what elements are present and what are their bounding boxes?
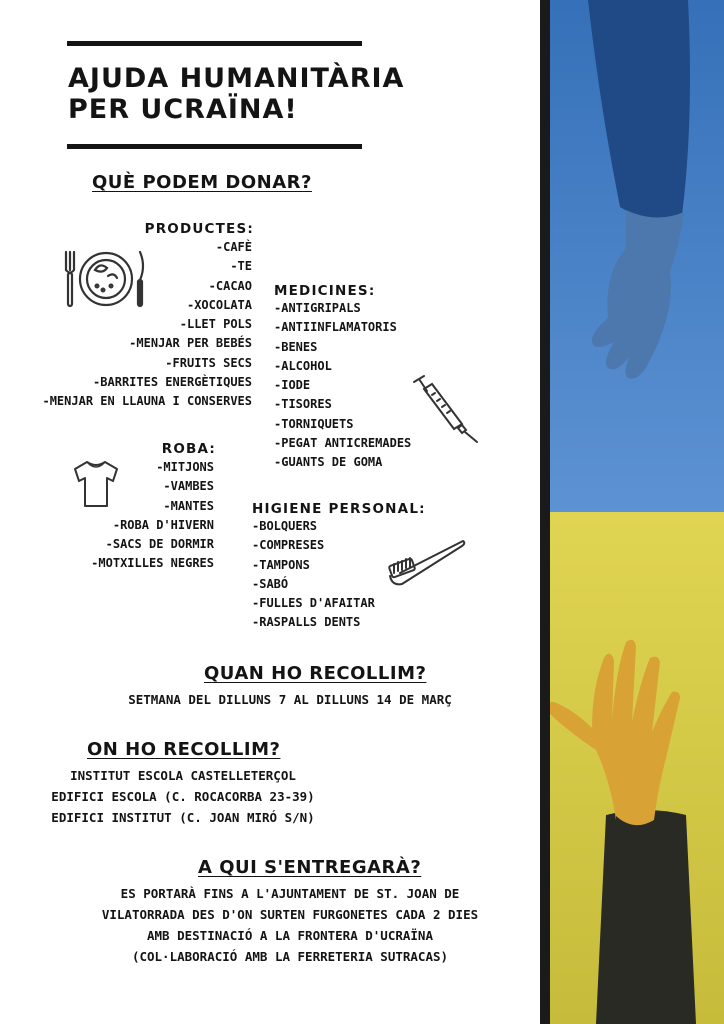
toothbrush-icon (386, 540, 468, 592)
list-item: -BOLQUERS (252, 519, 318, 533)
who-heading-text: A QUI S'ENTREGARÀ? (198, 857, 422, 878)
when-info (40, 689, 540, 710)
flag-photo-panel (540, 0, 724, 1024)
list-item: -CACAO (208, 278, 252, 293)
list-item: -MITJONS (156, 460, 214, 474)
what-heading (92, 172, 312, 193)
list-item: -VAMBES (163, 479, 214, 494)
when-heading (204, 663, 426, 684)
title-line-1: AJUDA HUMANITÀRIA (68, 63, 405, 94)
who-info (60, 883, 520, 967)
where-info (14, 765, 352, 828)
who-heading (198, 857, 421, 878)
top-rule (67, 41, 362, 46)
list-item: -CAFÈ (215, 240, 252, 254)
list-item: -ANTIINFLAMATORIS (274, 320, 397, 335)
list-item: -FULLES D'AFAITAR (252, 596, 375, 611)
who-line: ES PORTARÀ FINS A L'AJUNTAMENT DE ST. JOAN DE (120, 886, 460, 901)
clothes-label: ROBA: (161, 441, 216, 457)
list-item: -MOTXILLES NEGRES (91, 556, 214, 571)
syringe-icon (410, 372, 482, 444)
where-line: EDIFICI INSTITUT (C. JOAN MIRÓ S/N) (51, 810, 315, 825)
list-item: -SACS DE DORMIR (105, 537, 214, 552)
page-title (68, 63, 488, 125)
list-item: -RASPALLS DENTS (252, 615, 361, 630)
list-item: -GUANTS DE GOMA (274, 455, 383, 470)
products-label: PRODUCTES: (144, 221, 254, 237)
list-item: -COMPRESES (252, 538, 325, 553)
medicines-label: MEDICINES: (274, 283, 376, 299)
list-item: -BARRITES ENERGÈTIQUES (93, 375, 252, 390)
lower-sleeve (596, 810, 696, 1024)
when-heading-text: QUAN HO RECOLLIM? (204, 663, 427, 684)
list-item: -IODE (274, 378, 311, 393)
list-item: -FRUITS SECS (165, 355, 252, 370)
list-item: -BENES (274, 339, 318, 354)
list-item: -ROBA D'HIVERN (112, 517, 214, 532)
hygiene-list (252, 517, 375, 633)
bottom-rule (67, 144, 362, 149)
list-item: -TISORES (274, 397, 332, 412)
who-line: (COL·LABORACIÓ AMB LA FERRETERIA SUTRACAS) (131, 949, 449, 964)
list-item: -TE (230, 259, 252, 274)
plate-cutlery-icon (60, 248, 152, 310)
what-heading-text: QUÈ PODEM DONAR? (92, 172, 312, 193)
where-heading (87, 739, 280, 760)
list-item: -MENJAR PER BEBÉS (129, 336, 252, 351)
who-line: VILATORRADA DES D'ON SURTEN FURGONETES CADA 2 DIES (101, 907, 479, 922)
list-item: -ALCOHOL (274, 358, 332, 373)
list-item: -MENJAR EN LLAUNA I CONSERVES (42, 394, 252, 409)
list-item: -LLET POLS (179, 317, 252, 332)
list-item: -MANTES (163, 498, 214, 513)
list-item: -ANTIGRIPALS (274, 301, 361, 315)
list-item: -TORNIQUETS (274, 416, 354, 431)
where-line: EDIFICI ESCOLA (C. ROCACORBA 23-39) (51, 789, 315, 804)
when-text: SETMANA DEL DILLUNS 7 AL DILLUNS 14 DE MARÇ (128, 692, 452, 707)
list-item: -PEGAT ANTICREMADES (274, 436, 412, 451)
list-item: -SABÓ (252, 576, 289, 591)
where-line: INSTITUT ESCOLA CASTELLETERÇOL (70, 768, 296, 783)
list-item: -TAMPONS (252, 557, 310, 572)
where-heading-text: ON HO RECOLLIM? (87, 739, 281, 760)
hygiene-label: HIGIENE PERSONAL: (252, 501, 426, 517)
panel-divider (540, 0, 550, 1024)
title-line-2: PER UCRAÏNA! (68, 94, 298, 125)
who-line: AMB DESTINACIÓ A LA FRONTERA D'UCRAÏNA (147, 928, 433, 943)
tshirt-icon (70, 458, 122, 510)
list-item: -XOCOLATA (186, 297, 252, 312)
medicines-list (274, 299, 411, 473)
